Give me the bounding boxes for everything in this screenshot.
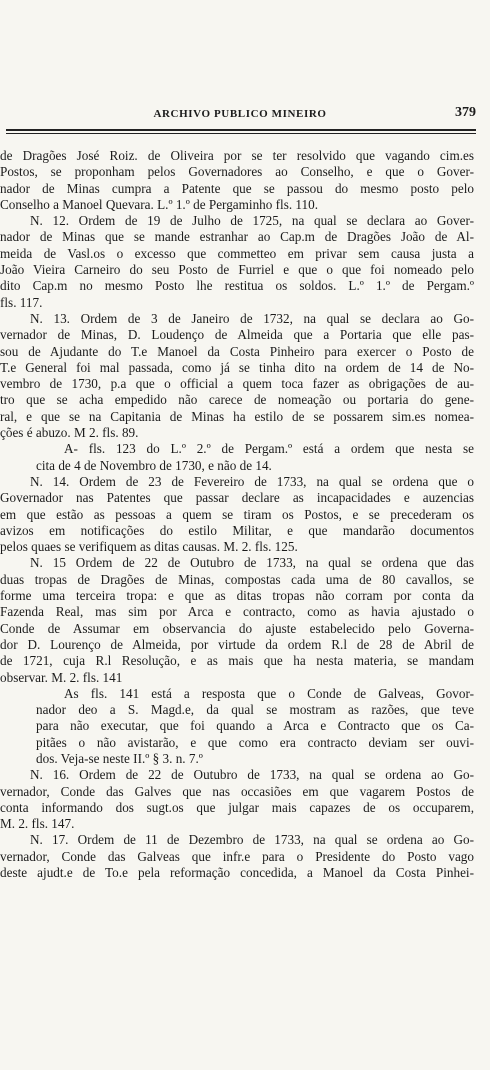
- text-line: A- fls. 123 do L.º 2.º de Pergam.º está a ordem que nesta se: [64, 441, 474, 457]
- text-line: observar. M. 2. fls. 141: [0, 669, 123, 685]
- text-line: pitães o não avistarão, e que como era contracto deviam ser ouvi-: [36, 734, 474, 750]
- text-line: T.e General foi mal passada, como já se tinha dito na ordem de 14 de No-: [0, 359, 474, 375]
- text-line: N. 12. Ordem de 19 de Julho de 1725, na qual se declara ao Gover-: [30, 213, 474, 229]
- text-line: nador deo a S. Magd.e, da qual se mostram as razões, que teve: [36, 702, 474, 718]
- text-line: N. 13. Ordem de 3 de Janeiro de 1732, na qual se declara ao Go-: [30, 310, 474, 326]
- editorial-note: [0, 686, 474, 767]
- text-line: As fls. 141 está a resposta que o Conde de Galveas, Govor-: [64, 685, 474, 701]
- text-line: dito Cap.m no mesmo Posto lhe restitua os soldos. L.º 1.º de Pergam.º: [0, 278, 474, 294]
- text-line: deste ajudt.e de To.e pela reformação concedida, a Manoel da Costa Pinhei-: [0, 865, 474, 881]
- text-line: pelos quaes se verifiquem as ditas causas. M. 2. fls. 125.: [0, 539, 298, 555]
- text-line: nador de Minas cumpra a Patente que se passou do mesmo posto pelo: [0, 180, 474, 196]
- text-line: Governador nas Patentes que passar declare as incapacidades e auzencias: [0, 490, 474, 506]
- text-line: ções é abuzo. M 2. fls. 89.: [0, 425, 139, 441]
- text-line: de 1721, cuja R.l Resolução, e as mais que ha nesta materia, se mandam: [0, 653, 474, 669]
- text-line: M. 2. fls. 147.: [0, 816, 75, 832]
- text-line: vernador de Minas, D. Loudenço de Almeida que a Portaria que elle pas-: [0, 327, 474, 343]
- text-line: vernador, Conde das Galveas que infr.e para o Presidente do Posto vago: [0, 848, 474, 864]
- header-rule-thin: [6, 133, 476, 134]
- text-line: avizos em notificações do estilo Militar, e que mandarão documentos: [0, 522, 474, 538]
- text-line: vernador, Conde das Galves que nas occasiões em que vagarem Postos de: [0, 783, 474, 799]
- text-line: Conselho a Manoel Quevara. L.º 1.º de Pergaminho fls. 110.: [0, 196, 319, 212]
- editorial-note: [0, 441, 474, 474]
- text-line: Postos, se proponham pelos Governadores ao Conselho, e que o Gover-: [0, 164, 474, 180]
- text-line: N. 15 Ordem de 22 de Outubro de 1733, na qual se ordena que das: [30, 555, 474, 571]
- text-line: de Dragões José Roiz. de Oliveira por se ter resolvido que vagando cim.es: [0, 148, 474, 163]
- text-line: dos. Veja-se neste II.º § 3. n. 7.º: [36, 750, 203, 766]
- text-line: em que estão as pessoas a quem se tiram os Postos, e se precederam os: [0, 506, 474, 522]
- text-line: Conde de Assumar em observancia do ajuste estabelecido pelo Governa-: [0, 620, 474, 636]
- text-line: para não executar, que foi quando a Arca e Contracto que os Ca-: [36, 718, 474, 734]
- text-line: nador de Minas que se mande estranhar ao Cap.m de Dragões João de Al-: [0, 229, 474, 245]
- text-line: fls. 117.: [0, 294, 43, 310]
- text-line: João Vieira Carneiro do seu Posto de Furriel e que o que foi nomeado pelo: [0, 262, 474, 278]
- text-line: tro que se acha empedido não carece de nomeação ou portaria do gene-: [0, 392, 474, 408]
- text-line: conta informando dos sugt.os que julgar mais capazes de os occuparem,: [0, 799, 474, 815]
- page-number: 379: [455, 105, 476, 120]
- text-line: meida de Vasl.os o excesso que commetteo em privar sem causa justa a: [0, 245, 474, 261]
- text-line: cita de 4 de Novembro de 1730, e não de 14.: [36, 457, 272, 473]
- header-rule: [6, 129, 476, 131]
- text-line: Fazenda Real, mas sim por Arca e contracto, como as havia ajustado o: [0, 604, 474, 620]
- document-body: [0, 148, 474, 881]
- text-line: N. 14. Ordem de 23 de Fevereiro de 1733, na qual se ordena que o: [30, 473, 474, 489]
- text-line: dor D. Lourenço de Almeida, por virtude da ordem R.l de 28 de Abril de: [0, 636, 474, 652]
- text-line: vembro de 1730, p.a que o official a quem toca fazer as obrigações de au-: [0, 376, 474, 392]
- text-line: sou de Ajudante do T.e Manoel da Costa Pinheiro para exercer o Posto de: [0, 343, 474, 359]
- running-head: ARCHIVO PUBLICO MINEIRO: [153, 108, 327, 120]
- text-line: N. 16. Ordem de 22 de Outubro de 1733, na qual se ordena ao Go-: [30, 767, 474, 783]
- text-line: N. 17. Ordem de 11 de Dezembro de 1733, na qual se ordena ao Go-: [30, 832, 474, 848]
- text-line: forme uma terceira tropa: e que as ditas tropas não corram por conta da: [0, 588, 474, 604]
- page-header: [0, 106, 480, 126]
- text-line: duas tropas de Dragões de Minas, compostas cada uma de 80 cavallos, se: [0, 571, 474, 587]
- text-line: ral, e que se na Capitania de Minas ha estilo de se possarem sim.es nomea-: [0, 408, 474, 424]
